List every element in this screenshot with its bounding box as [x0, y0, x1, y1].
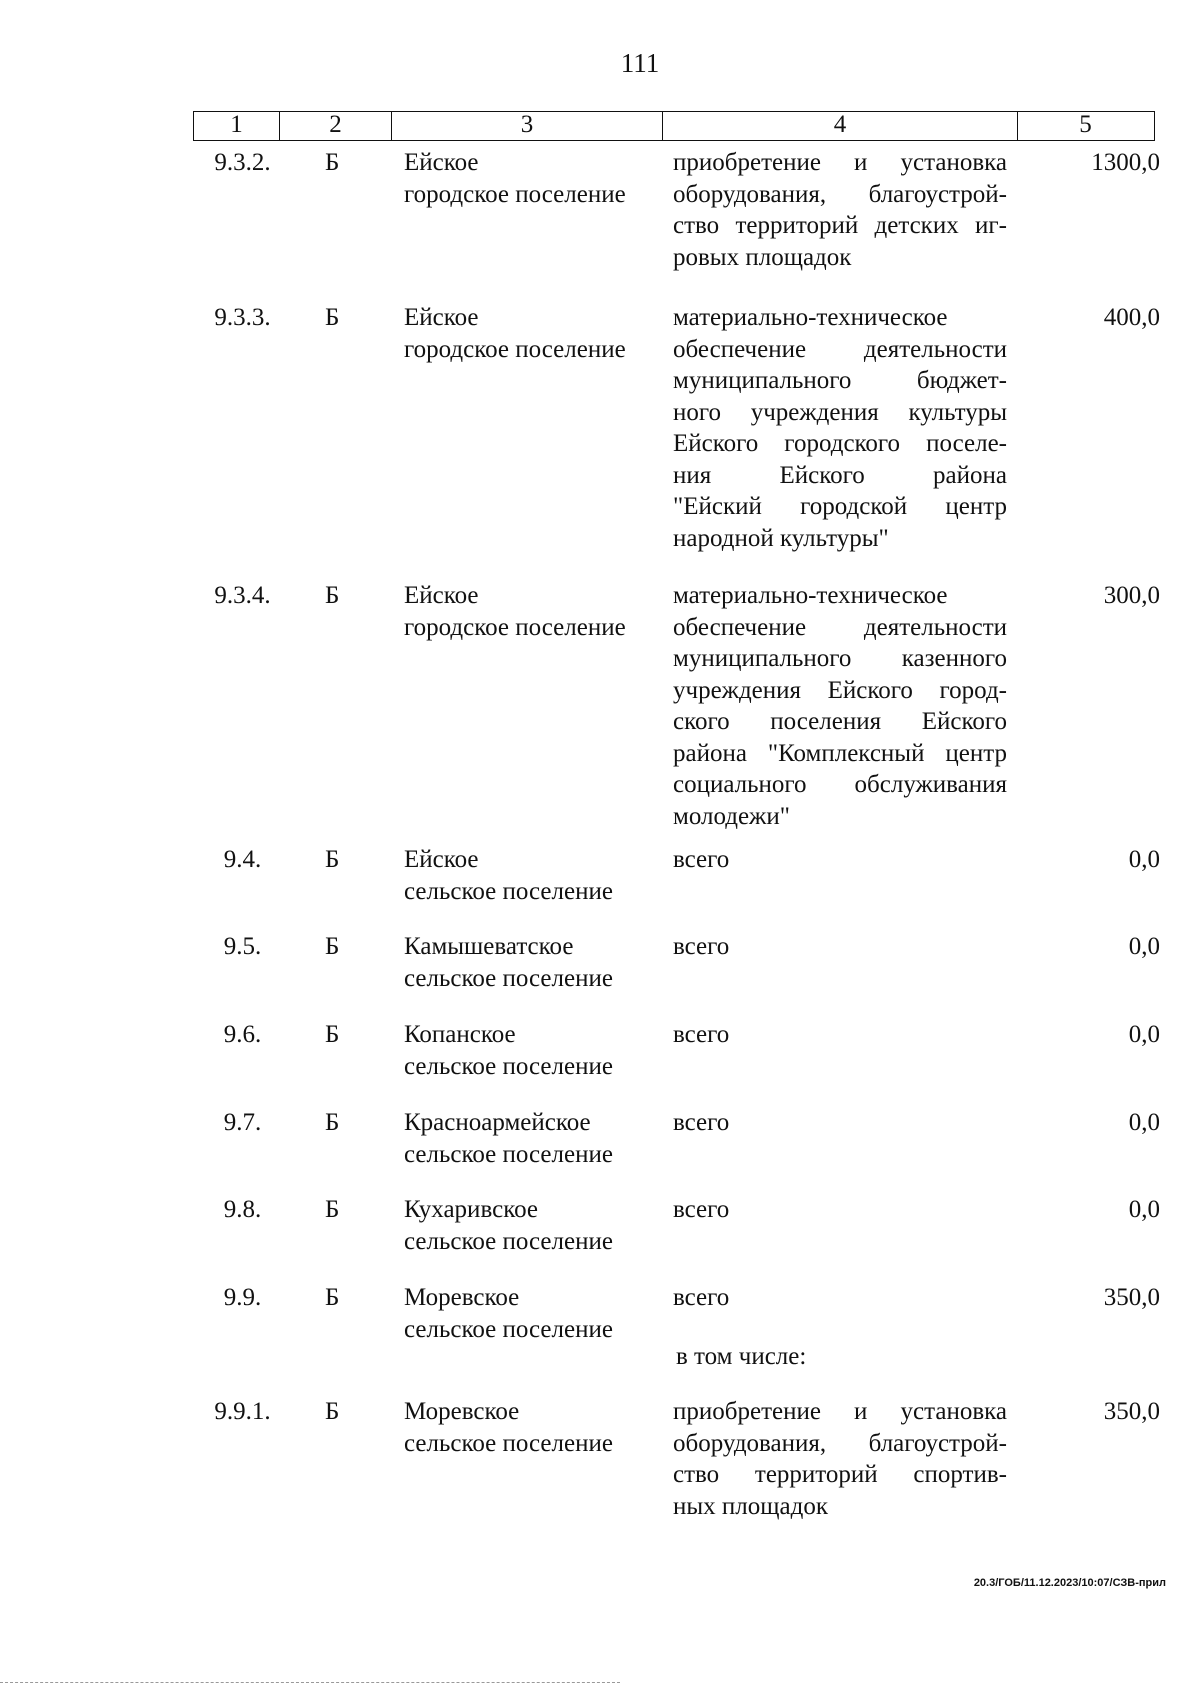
settlement-line: сельское поселение — [404, 964, 613, 992]
description-line: всего — [673, 1021, 730, 1048]
row-group: Б — [325, 304, 340, 331]
settlement-line: Ейское — [404, 304, 479, 331]
row-number: 9.6. — [223, 1021, 262, 1048]
row-number: 9.9.1. — [214, 1398, 271, 1425]
settlement-line: Ейское — [404, 149, 479, 176]
row-description — [673, 1107, 1007, 1139]
row-amount: 300,0 — [1103, 582, 1160, 609]
row-settlement — [404, 1282, 654, 1345]
row-settlement — [404, 1019, 654, 1082]
row-number: 9.7. — [223, 1109, 262, 1136]
row-number: 9.9. — [223, 1284, 262, 1311]
description-line: муниципального казенного — [673, 645, 1007, 672]
description-line: приобретение и установка — [673, 1398, 1007, 1425]
row-description — [673, 1019, 1007, 1051]
settlement-line: Красноармейское — [404, 1109, 591, 1136]
description-line: обеспечение деятельности — [673, 335, 1007, 363]
description-line: ровых площадок — [673, 243, 852, 271]
row-group: Б — [325, 582, 340, 609]
description-line: "Ейский городской центр — [673, 493, 1007, 520]
description-line: всего — [673, 1284, 730, 1311]
description-line: социального обслуживания — [673, 771, 1007, 798]
settlement-line: Моревское — [404, 1398, 520, 1425]
row-group: Б — [325, 933, 340, 960]
description-line: ского поселения Ейского — [673, 708, 1007, 735]
document-code: 20.3/ГОБ/11.12.2023/10:07/СЗВ-прил — [973, 1577, 1166, 1589]
row-amount: 400,0 — [1103, 304, 1160, 331]
description-line: материально-техническое — [673, 304, 948, 331]
description-line: ство территорий детских иг- — [673, 212, 1007, 239]
description-line: всего — [673, 1109, 730, 1136]
table-header — [193, 111, 1155, 141]
row-description — [673, 147, 1007, 273]
row-amount: 0,0 — [1128, 846, 1160, 873]
settlement-line: Моревское — [404, 1284, 520, 1311]
settlement-line: городское поселение — [404, 180, 626, 208]
settlement-line: Копанское — [404, 1021, 516, 1048]
description-line: ство территорий спортив- — [673, 1461, 1007, 1488]
description-line: всего — [673, 1196, 730, 1223]
row-description — [673, 1194, 1007, 1226]
row-settlement — [404, 931, 654, 994]
row-description — [673, 580, 1007, 832]
description-line: ных площадок — [673, 1492, 828, 1520]
description-line: обеспечение деятельности — [673, 613, 1007, 641]
row-settlement — [404, 580, 654, 643]
row-amount: 0,0 — [1128, 1196, 1160, 1223]
settlement-line: Кухаривское — [404, 1196, 538, 1223]
row-group: Б — [325, 846, 340, 873]
row-description — [673, 1282, 1007, 1314]
row-settlement — [404, 147, 654, 210]
row-amount: 0,0 — [1128, 1109, 1160, 1136]
row-amount: 1300,0 — [1091, 149, 1160, 176]
description-line: народной культуры" — [673, 524, 889, 552]
description-line: материально-техническое — [673, 582, 948, 609]
header-col-1: 1 — [194, 112, 280, 140]
row-settlement — [404, 1107, 654, 1170]
settlement-line: Камышеватское — [404, 933, 574, 960]
description-line: приобретение и установка — [673, 149, 1007, 176]
row-description — [673, 931, 1007, 963]
description-line: всего — [673, 933, 730, 960]
description-line: ния Ейского района — [673, 461, 1007, 489]
row-group: Б — [325, 1398, 340, 1425]
row-settlement — [404, 302, 654, 365]
row-settlement — [404, 1194, 654, 1257]
description-line: оборудования, благоустрой- — [673, 180, 1007, 208]
description-line: оборудования, благоустрой- — [673, 1429, 1007, 1457]
row-description — [673, 302, 1007, 554]
description-line: Ейского городского поселе- — [673, 430, 1007, 457]
header-col-5: 5 — [1079, 111, 1092, 138]
row-amount: 0,0 — [1128, 933, 1160, 960]
page-number: 111 — [620, 48, 660, 78]
row-number: 9.8. — [223, 1196, 262, 1223]
subnote-in-total: в том числе: — [676, 1343, 807, 1370]
settlement-line: Ейское — [404, 846, 479, 873]
header-col-4: 4 — [663, 112, 1018, 140]
row-group: Б — [325, 1284, 340, 1311]
settlement-line: сельское поселение — [404, 877, 613, 905]
row-settlement — [404, 1396, 654, 1459]
row-description — [673, 1396, 1007, 1522]
row-amount: 350,0 — [1103, 1398, 1160, 1425]
settlement-line: сельское поселение — [404, 1315, 613, 1343]
settlement-line: сельское поселение — [404, 1052, 613, 1080]
description-line: района "Комплексный центр — [673, 739, 1007, 767]
description-line: ного учреждения культуры — [673, 398, 1007, 426]
row-amount: 0,0 — [1128, 1021, 1160, 1048]
row-amount: 350,0 — [1103, 1284, 1160, 1311]
row-number: 9.3.3. — [214, 304, 271, 331]
settlement-line: Ейское — [404, 582, 479, 609]
header-col-3: 3 — [392, 112, 663, 140]
settlement-line: сельское поселение — [404, 1429, 613, 1457]
settlement-line: городское поселение — [404, 335, 626, 363]
row-number: 9.3.4. — [214, 582, 271, 609]
row-number: 9.5. — [223, 933, 262, 960]
row-group: Б — [325, 149, 340, 176]
row-group: Б — [325, 1021, 340, 1048]
row-settlement — [404, 844, 654, 907]
settlement-line: сельское поселение — [404, 1227, 613, 1255]
row-number: 9.3.2. — [214, 149, 271, 176]
header-col-2: 2 — [280, 112, 392, 140]
row-number: 9.4. — [223, 846, 262, 873]
description-line: всего — [673, 846, 730, 873]
settlement-line: сельское поселение — [404, 1140, 613, 1168]
row-group: Б — [325, 1196, 340, 1223]
row-description — [673, 844, 1007, 876]
scan-edge-line — [0, 1682, 620, 1685]
description-line: муниципального бюджет- — [673, 367, 1007, 394]
description-line: молодежи" — [673, 802, 790, 830]
settlement-line: городское поселение — [404, 613, 626, 641]
description-line: учреждения Ейского город- — [673, 676, 1007, 704]
row-group: Б — [325, 1109, 340, 1136]
